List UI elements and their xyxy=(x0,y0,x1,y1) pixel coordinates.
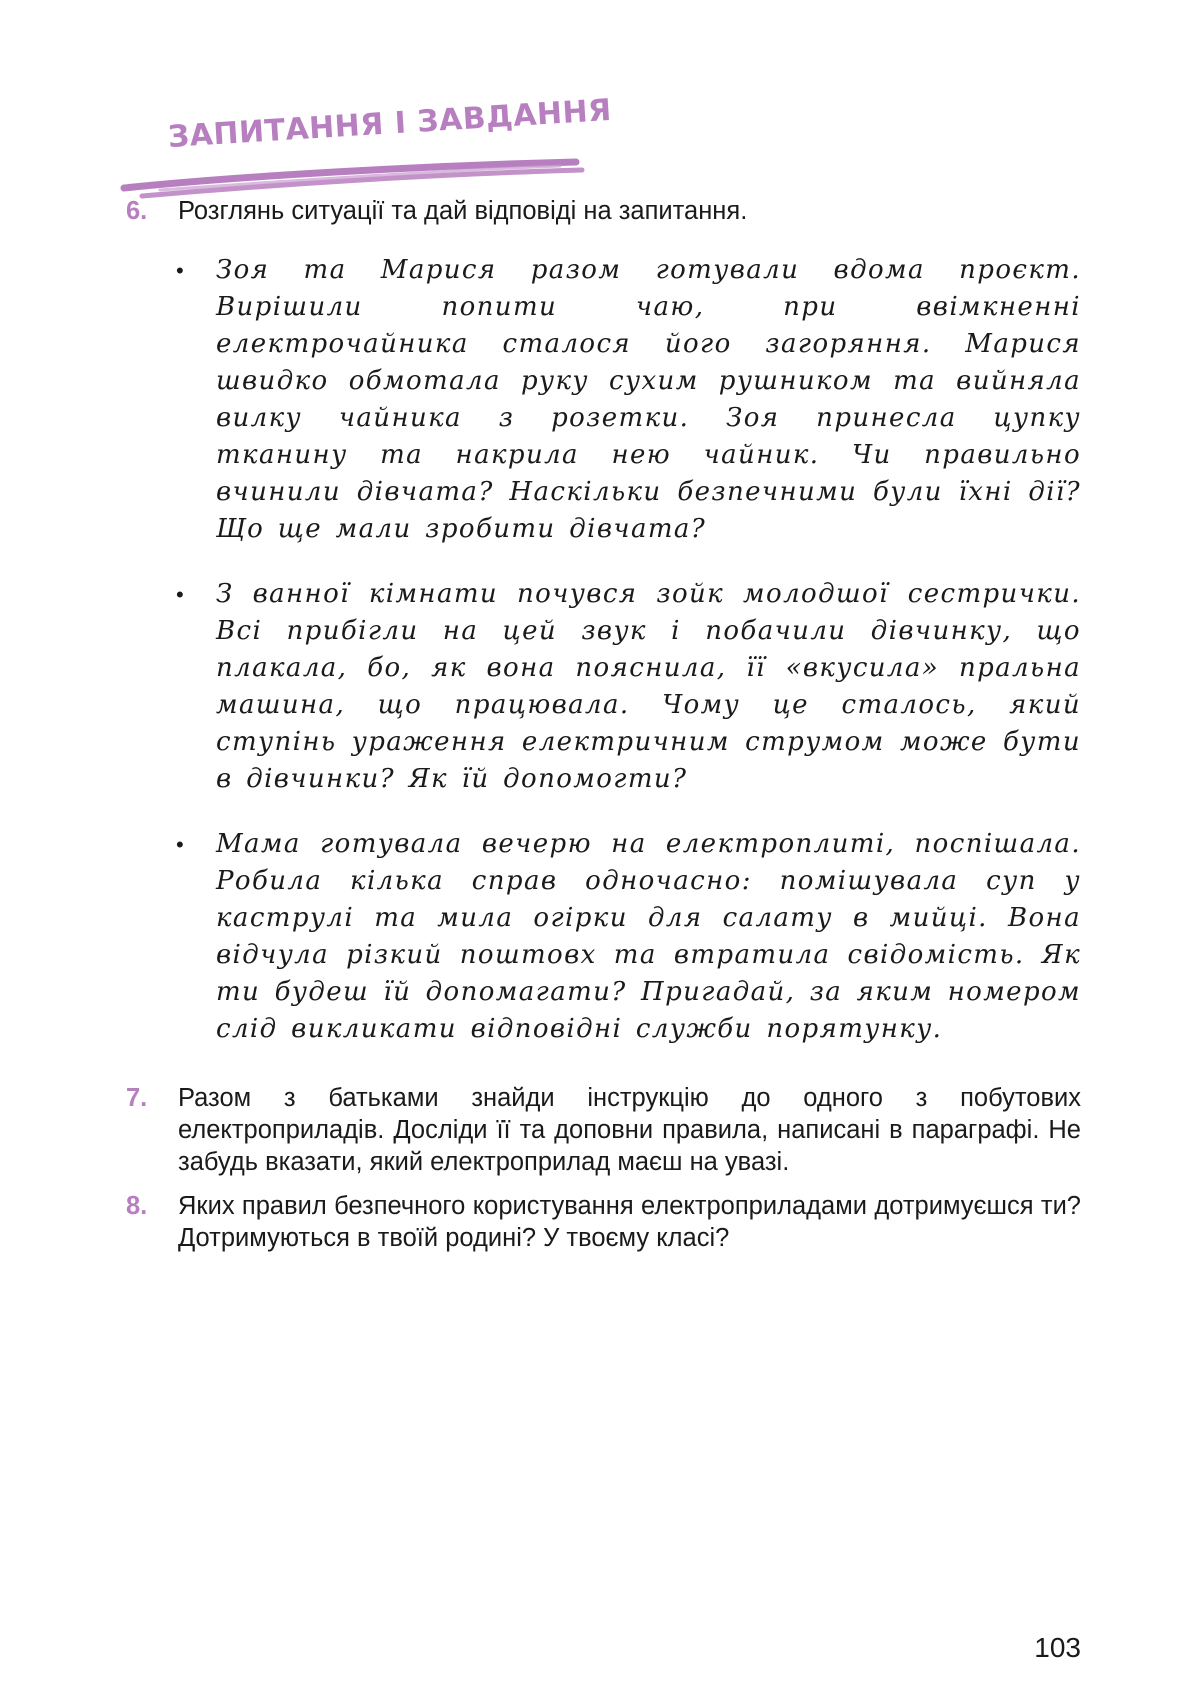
situation-text: Зоя та Марися разом готували вдома проєкт. Вирішили попити чаю, при ввімкненні електрочайника сталося його загоряння. Марися швидко обмотала руку сухим рушником та вийняла вилку чайника з розетки. Зоя принесла цупку тканину та накрила нею чайник. Чи правильно вчинили дівчата? Наскільки безпечними були їхні дії? Що ще мали зробити дівчата? xyxy=(216,255,1081,544)
section-heading-title: ЗАПИТАННЯ І ЗАВДАННЯ xyxy=(166,92,613,155)
situations-list xyxy=(176,252,1081,1076)
page-number: 103 xyxy=(1034,1632,1081,1663)
situation-item xyxy=(176,826,1081,1048)
situation-item xyxy=(176,252,1081,548)
bullet-icon: • xyxy=(176,832,184,857)
situation-item xyxy=(176,576,1081,798)
task-text: Разом з батьками знайди інструкцію до одного з побутових електроприладів. Досліди її та доповни правила, написані в параграфі. Не забудь вказати, який електроприлад маєш на увазі. xyxy=(178,1084,1081,1176)
section-heading xyxy=(120,92,613,200)
bullet-icon: • xyxy=(176,258,184,283)
task-text: Розглянь ситуації та дай відповіді на запитання. xyxy=(178,197,748,225)
situation-text: З ванної кімнати почувся зойк молодшої сестрички. Всі прибігли на цей звук і побачили дівчинку, що плакала, бо, як вона пояснила, її «вкусила» пральна машина, що працювала. Чому це сталось, який ступінь ураження електричним струмом може бути в дівчинки? Як їй допомогти? xyxy=(216,579,1081,794)
task-number: 8. xyxy=(126,1192,148,1220)
task-8 xyxy=(126,1190,1081,1254)
bullet-icon: • xyxy=(176,582,184,607)
situation-text: Мама готувала вечерю на електроплиті, поспішала. Робила кілька справ одночасно: помішувала суп у каструлі та мила огірки для салату в мийці. Вона відчула різкий поштовх та втратила свідомість. Як ти будеш їй допомагати? Пригадай, за яким номером слід викликати відповідні служби порятунку. xyxy=(216,829,1081,1044)
task-number: 6. xyxy=(126,197,148,225)
task-7 xyxy=(126,1082,1081,1178)
task-6 xyxy=(126,195,1081,227)
task-number: 7. xyxy=(126,1084,148,1112)
task-text: Яких правил безпечного користування електроприладами дотримуєшся ти? Дотримуються в твоїй родині? У твоєму класі? xyxy=(178,1192,1081,1252)
